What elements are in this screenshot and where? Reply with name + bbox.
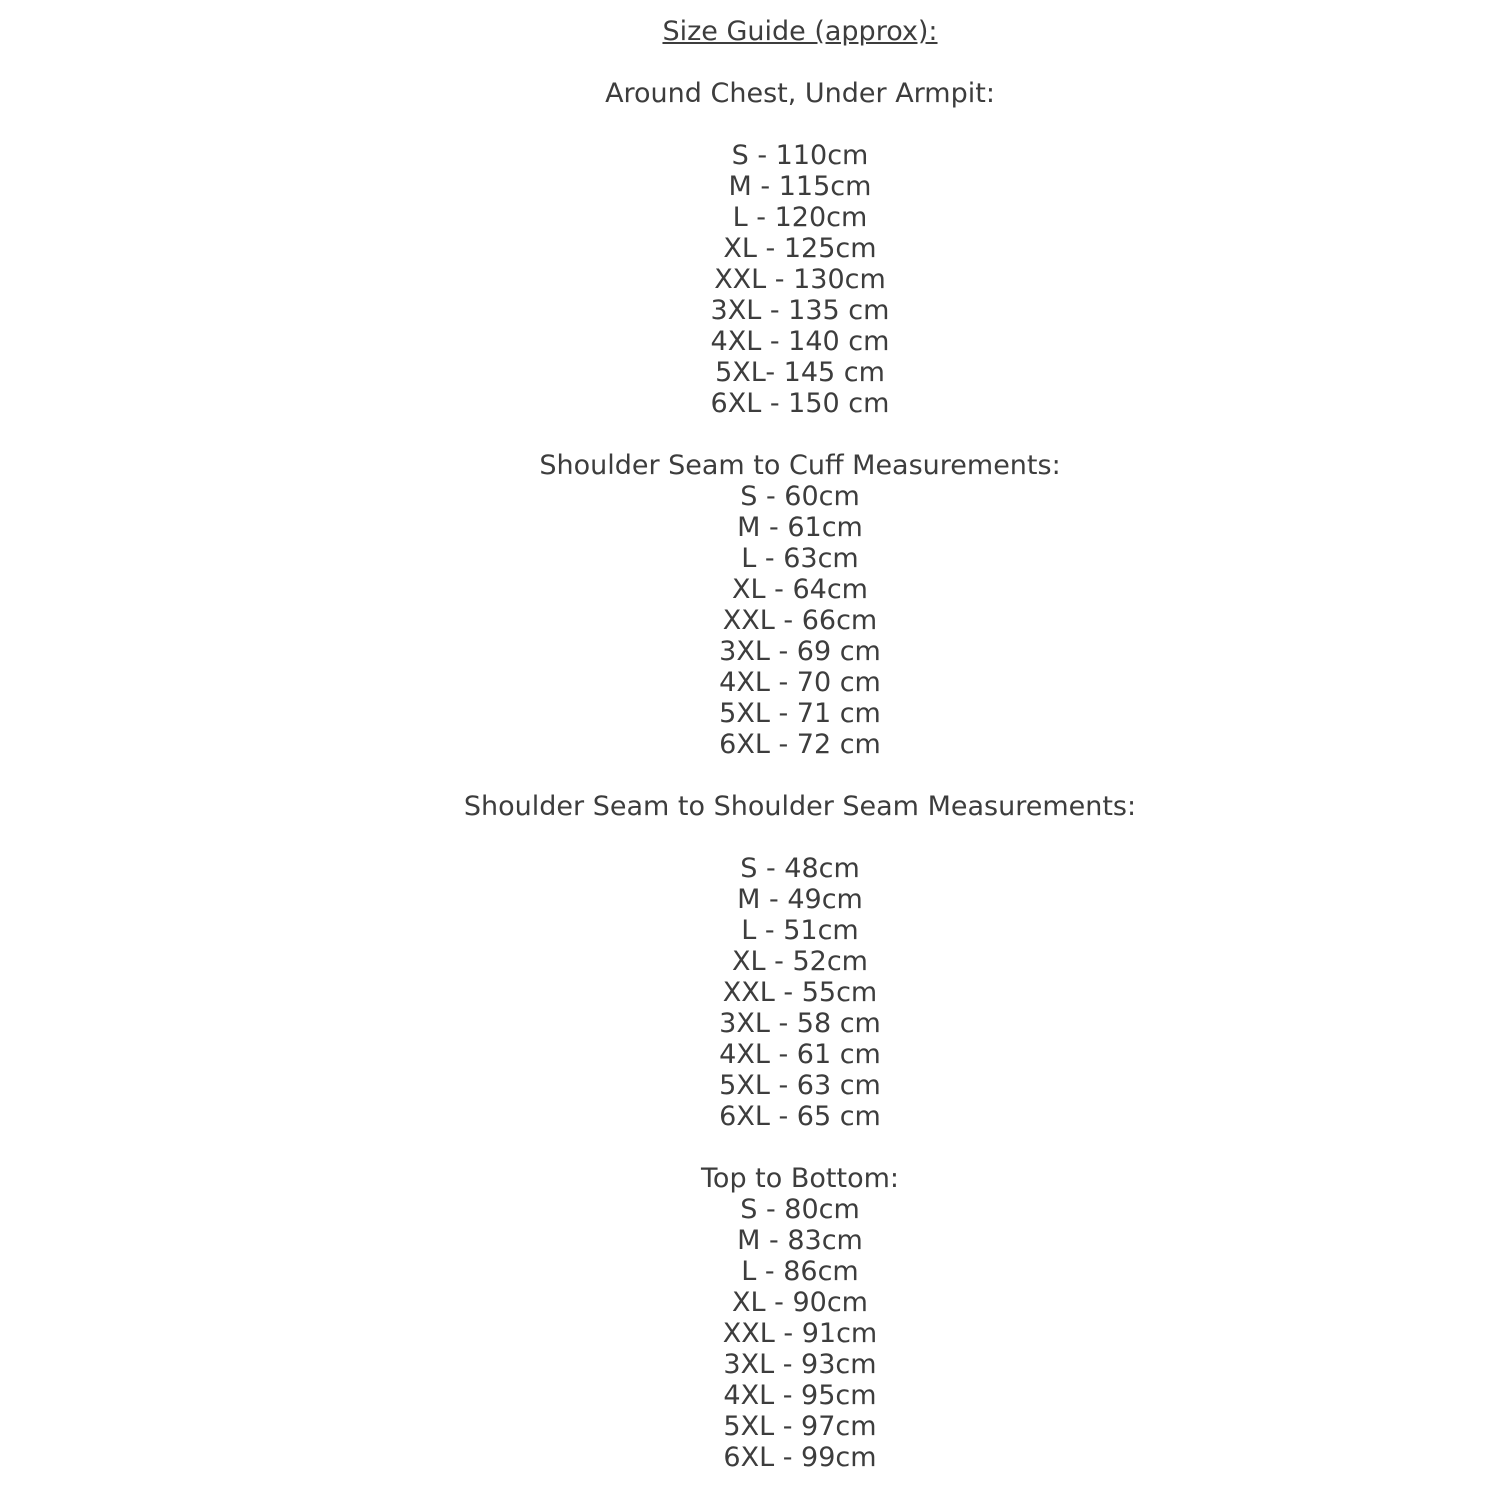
size-row: M - 83cm (737, 1225, 863, 1256)
size-row: 5XL - 97cm (723, 1411, 877, 1442)
size-row: S - 60cm (740, 481, 860, 512)
size-row: 5XL- 145 cm (715, 357, 885, 388)
section-shoulder-to-cuff (100, 450, 1500, 760)
size-row: XXL - 66cm (722, 605, 878, 636)
size-row: L - 120cm (732, 202, 868, 233)
size-row: XL - 52cm (732, 946, 868, 977)
size-list-shoulder-to-cuff (100, 481, 1500, 760)
size-row: XL - 64cm (732, 574, 868, 605)
size-row: 6XL - 99cm (723, 1442, 877, 1473)
section-heading-shoulder-to-shoulder: Shoulder Seam to Shoulder Seam Measurements: (463, 791, 1137, 822)
size-row: XXL - 91cm (722, 1318, 878, 1349)
size-row: 3XL - 93cm (723, 1349, 877, 1380)
size-row: M - 49cm (737, 884, 863, 915)
size-row: 4XL - 70 cm (719, 667, 881, 698)
size-row: S - 80cm (740, 1194, 860, 1225)
section-heading-top-to-bottom: Top to Bottom: (701, 1163, 899, 1194)
size-row: 3XL - 58 cm (719, 1008, 881, 1039)
section-around-chest (100, 78, 1500, 419)
size-row: L - 51cm (741, 915, 859, 946)
size-row: S - 110cm (731, 140, 869, 171)
section-heading-around-chest: Around Chest, Under Armpit: (605, 78, 995, 109)
size-row: 4XL - 61 cm (719, 1039, 881, 1070)
size-row: S - 48cm (740, 853, 860, 884)
size-row: XXL - 130cm (714, 264, 886, 295)
size-row: M - 61cm (737, 512, 863, 543)
size-row: 6XL - 65 cm (719, 1101, 881, 1132)
section-heading-shoulder-to-cuff: Shoulder Seam to Cuff Measurements: (539, 450, 1061, 481)
size-row: XL - 90cm (732, 1287, 868, 1318)
page-title: Size Guide (approx): (662, 16, 938, 47)
size-row: 5XL - 71 cm (719, 698, 881, 729)
size-row: 3XL - 135 cm (710, 295, 890, 326)
section-top-to-bottom (100, 1163, 1500, 1473)
size-row: L - 86cm (741, 1256, 859, 1287)
size-row: 4XL - 95cm (723, 1380, 877, 1411)
size-list-shoulder-to-shoulder (100, 853, 1500, 1132)
size-row: L - 63cm (741, 543, 859, 574)
size-row: 4XL - 140 cm (710, 326, 890, 357)
size-list-top-to-bottom (100, 1194, 1500, 1473)
size-row: 6XL - 72 cm (719, 729, 881, 760)
size-row: M - 115cm (728, 171, 872, 202)
size-row: 6XL - 150 cm (710, 388, 890, 419)
size-list-around-chest (100, 140, 1500, 419)
section-shoulder-to-shoulder (100, 791, 1500, 1132)
size-row: XL - 125cm (723, 233, 877, 264)
size-row: 3XL - 69 cm (719, 636, 881, 667)
size-row: 5XL - 63 cm (719, 1070, 881, 1101)
size-row: XXL - 55cm (722, 977, 878, 1008)
